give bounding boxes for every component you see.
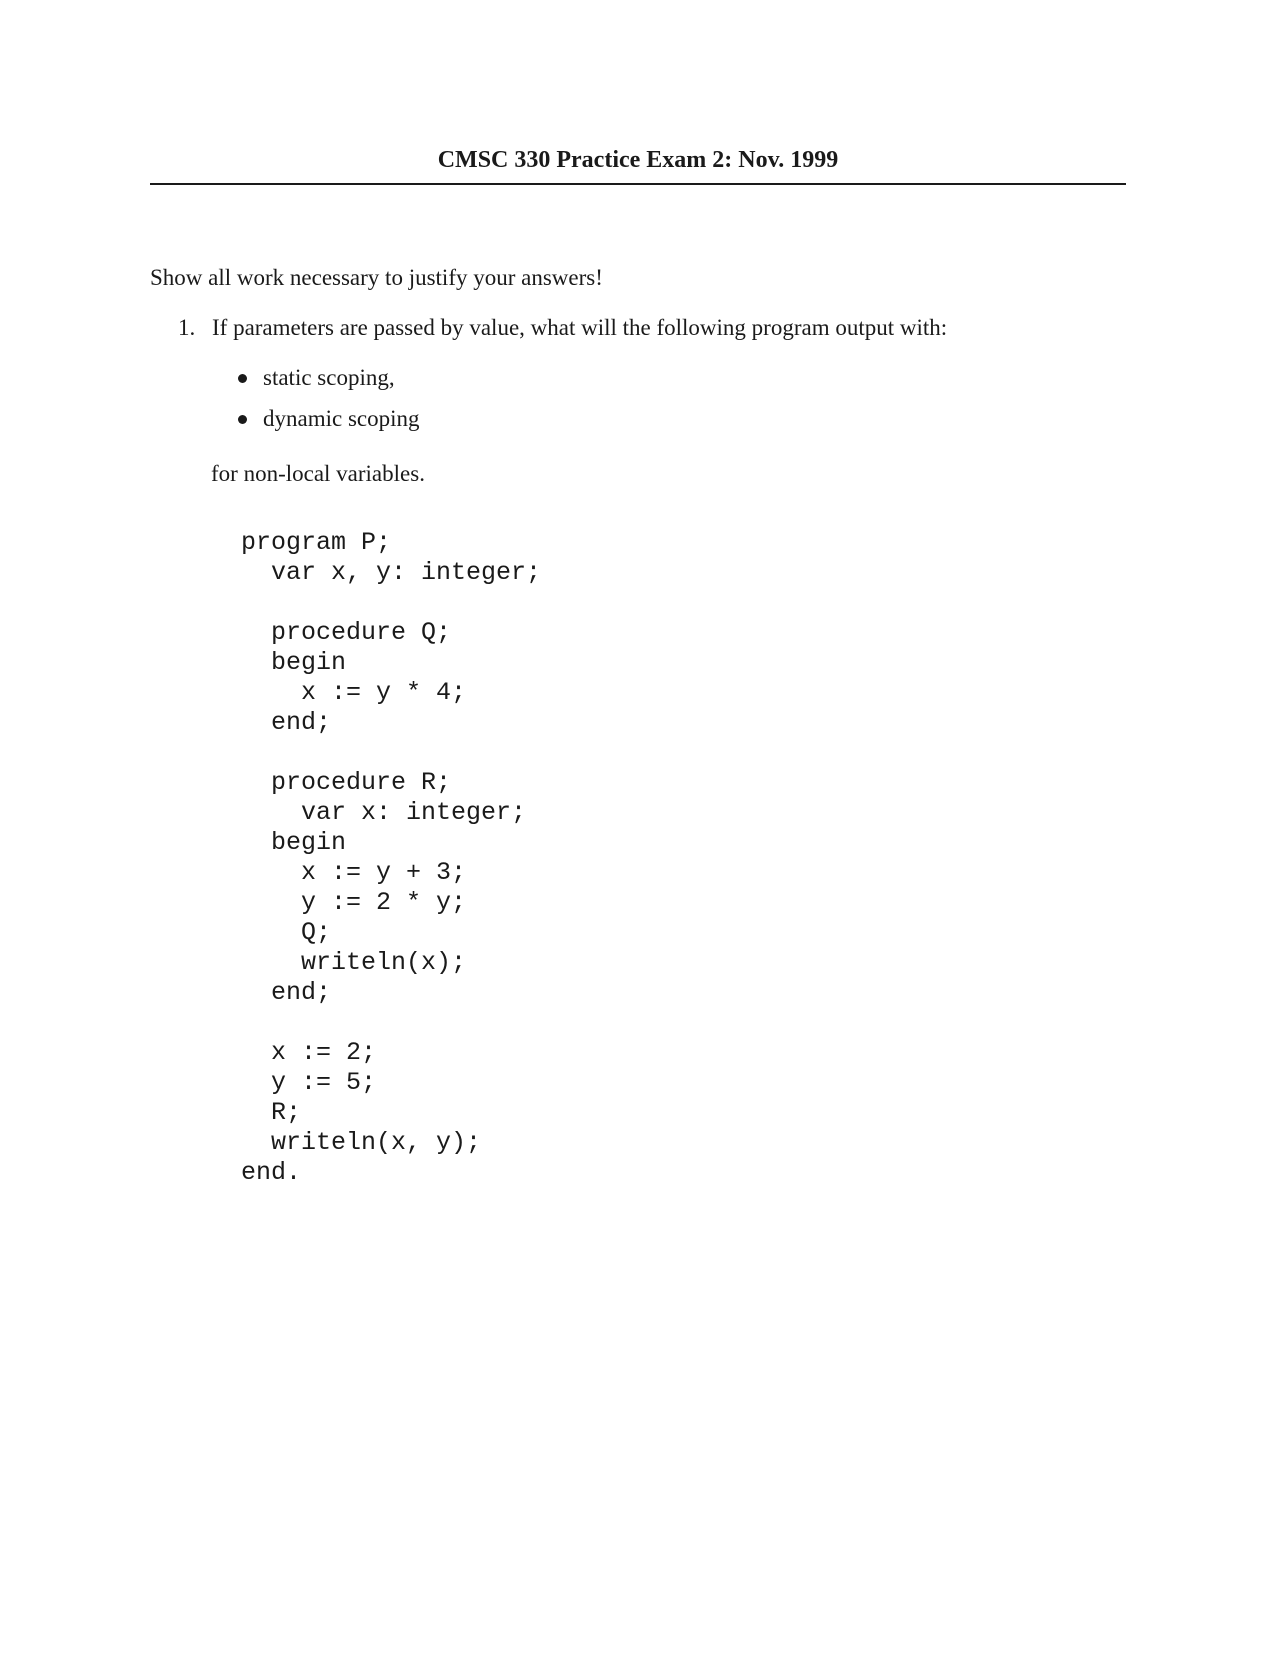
code-line: x := y + 3;: [241, 858, 467, 887]
code-line: writeln(x, y);: [241, 1128, 482, 1157]
code-line: program P;: [241, 528, 392, 557]
code-line: [241, 588, 541, 618]
title-rule: [150, 183, 1126, 185]
scoping-options-list: [238, 364, 420, 446]
program-code-block: [241, 528, 541, 1188]
code-line: end;: [241, 708, 332, 737]
instructions-text: Show all work necessary to justify your answers!: [150, 265, 603, 290]
code-line: begin: [241, 648, 347, 677]
code-line: x := y * 4;: [241, 678, 467, 707]
code-line: begin: [241, 828, 347, 857]
bullet-text: dynamic scoping: [263, 406, 420, 431]
bullet-text: static scoping,: [263, 365, 395, 390]
code-line: [241, 738, 541, 768]
code-line: [241, 1008, 541, 1038]
page-title: CMSC 330 Practice Exam 2: Nov. 1999: [437, 147, 839, 173]
code-line: var x, y: integer;: [241, 558, 542, 587]
code-line: R;: [241, 1098, 302, 1127]
question-number: 1.: [178, 315, 196, 340]
code-line: Q;: [241, 918, 332, 947]
question-1: [178, 314, 947, 342]
code-line: procedure Q;: [241, 618, 452, 647]
bullet-icon: [238, 415, 247, 424]
code-line: y := 5;: [241, 1068, 377, 1097]
code-line: end.: [241, 1158, 302, 1187]
code-line: x := 2;: [241, 1038, 377, 1067]
code-line: var x: integer;: [241, 798, 527, 827]
code-line: y := 2 * y;: [241, 888, 467, 917]
code-line: writeln(x);: [241, 948, 467, 977]
code-line: procedure R;: [241, 768, 452, 797]
list-item: [238, 405, 420, 433]
bullet-icon: [238, 374, 247, 383]
question-prompt: If parameters are passed by value, what will the following program output with:: [212, 315, 948, 340]
code-line: end;: [241, 978, 332, 1007]
list-item: [238, 364, 420, 392]
question-followup: for non-local variables.: [211, 461, 425, 486]
